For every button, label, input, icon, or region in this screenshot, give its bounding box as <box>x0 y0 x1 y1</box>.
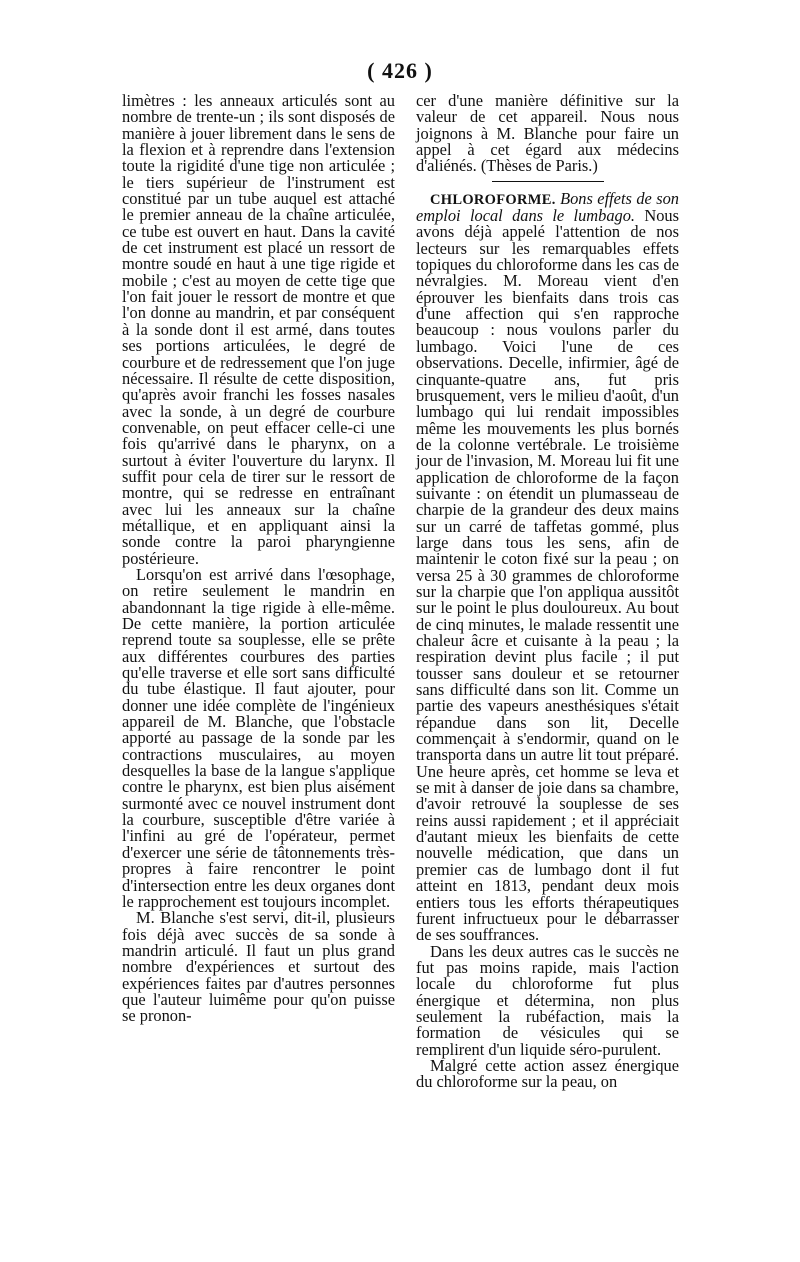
paragraph: Lorsqu'on est arrivé dans l'œsophage, on retire seulement le mandrin en abandonnant la tige rigide à elle-même. De cette manière, la portion articulée reprend toute sa souplesse, elle se prête aux différentes courbures des parties qu'elle traverse et elle sort sans difficulté du tube élastique. Il faut ajouter, pour donner une idée complète de l'ingénieux appareil de M. Blanche, que l'obstacle apporté au passage de la sonde par les contractions musculaires, au moyen desquelles la base de la langue s'applique contre le pharynx, est bien plus aisément surmonté avec ce nouvel instrument dont la courbure, susceptible d'être variée à l'infini au gré de l'opérateur, permet d'exercer une série de tâtonnements très-propres à faire rencontrer le point d'intersection entre les deux organes dont le rapprochement est toujours incomplet. <box>122 564 395 911</box>
article-heading: CHLOROFORME. <box>430 191 556 208</box>
paragraph: M. Blanche s'est servi, dit-il, plusieurs fois déjà avec succès de sa sonde à mandrin articulé. Il faut un plus grand nombre d'expériences et surtout des expériences faites par d'autres personnes que l'auteur luimême pour qu'on puisse se pronon- <box>122 908 395 1026</box>
paragraph: limètres : les anneaux articulés sont au nombre de trente-un ; ils sont disposés de manière à jouer librement dans le sens de la flexion et à reprendre dans l'extension toute la rigidité d'une tige non articulée ; le tiers supérieur de l'instrument est constitué par un tube auquel est attaché le premier anneau de la chaîne articulée, ce tube est ouvert en haut. Dans la cavité de cet instrument est placé un ressort de montre soudé en haut à une tige rigide et mobile ; c'est au moyen de cette tige que l'on fait jouer le ressort de montre et que l'on donne au mandrin, et par conséquent à la sonde dont il est armé, dans toutes ses portions articulées, le degré de courbure et de redressement que l'on juge nécessaire. Il résulte de cette disposition, qu'après avoir franchi les fosses nasales avec la sonde, à un degré de courbure convenable, on peut effacer celle-ci une fois qu'arrivé dans le pharynx, on a surtout à éviter l'ouverture du larynx. Il suffit pour cela de tirer sur le ressort de montre, qui se redresse en entraînant avec lui les anneaux sur la chaîne métallique, et en appliquant ainsi la sonde contre la paroi pharyngienne postérieure. <box>122 91 395 568</box>
paragraph: cer d'une manière définitive sur la valeur de cet appareil. Nous nous joignons à M. Blanche pour faire un appel à cet égard aux médecins d'aliénés. (Thèses de Paris.) <box>416 91 679 176</box>
section-divider <box>492 181 604 182</box>
left-column <box>122 93 395 1025</box>
paragraph: Nous avons déjà appelé l'attention de nos lecteurs sur les remarquables effets topiques du chloroforme dans les cas de névralgies. M. Moreau vient d'en éprouver les bienfaits dans trois cas d'une affection qui s'en rapproche beaucoup : nous voulons parler du lumbago. Voici l'une de ces observations. Decelle, infirmier, âgé de cinquante-quatre ans, fut pris brusquement, vers le milieu d'août, d'un lumbago qui lui rendait impossibles même les mouvements les plus bornés de la colonne vertébrale. Le troisième jour de l'invasion, M. Moreau lui fit une application de chloroforme de la façon suivante : on étendit un plumasseau de charpie de la grandeur des deux mains sur un carré de taffetas gommé, plus large dans tous les sens, afin de maintenir le coton fixé sur la peau ; on versa 25 à 30 grammes de chloroforme sur la charpie que l'on appliqua aussitôt sur le point le plus douloureux. Au bout de cinq minutes, le malade ressentit une chaleur âcre et cuisante à la peau ; la respiration devint plus facile ; il put tousser sans douleur et se retourner sans difficulté dans son lit. Comme un partie des vapeurs anesthésiques s'était répandue dans son lit, Decelle commençait à s'endormir, quand on le transporta dans un autre lit tout préparé. Une heure après, cet homme se leva et se mit à danser de joie dans sa chambre, d'avoir retrouvé la souplesse de ses reins aussi rapidement ; et il appréciait d'autant mieux les bienfaits de cette nouvelle médication, que dans un premier cas de lumbago dont il fut atteint en 1813, pendant deux mois entiers tous les efforts thérapeutiques furent infructueux pour le débarrasser de ses souffrances. <box>416 206 679 945</box>
article-title: Bons effets de son emploi local dans le lumbago. <box>416 188 679 226</box>
paragraph: Dans les deux autres cas le succès ne fut pas moins rapide, mais l'action locale du chloroforme fut plus énergique et détermina, non plus seulement la rubéfaction, mais la formation de vésicules qui se remplirent d'un liquide séro-purulent. <box>416 941 679 1059</box>
page-number: ( 426 ) <box>367 58 433 83</box>
paragraph: Malgré cette action assez énergique du chloroforme sur la peau, on <box>416 1055 679 1092</box>
article-intro <box>416 188 679 945</box>
right-column <box>416 93 679 1091</box>
